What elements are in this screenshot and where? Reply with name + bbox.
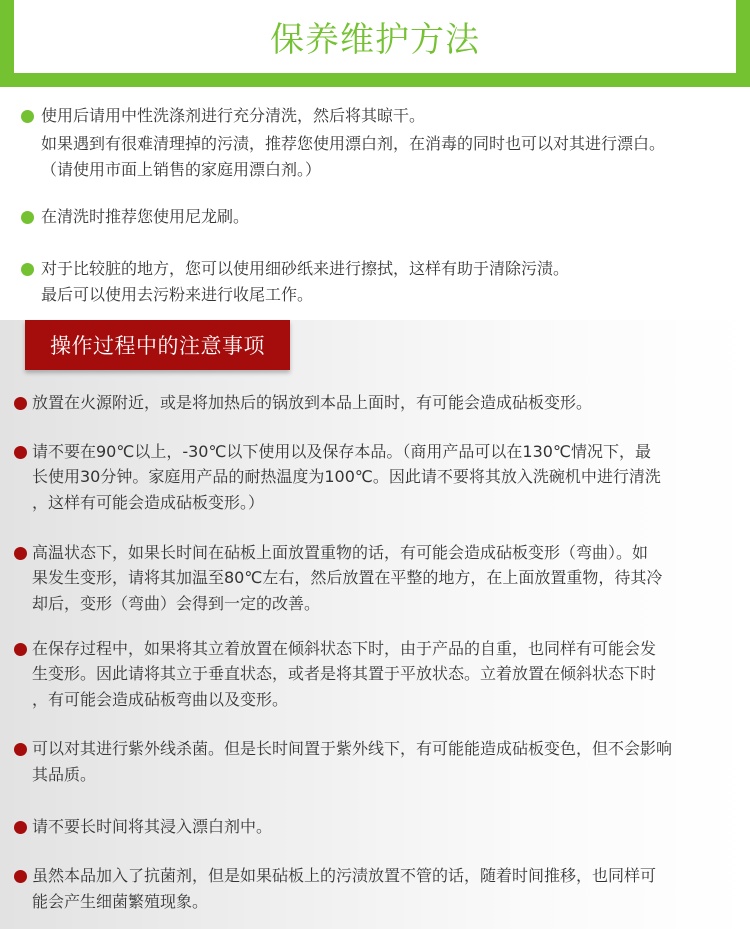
green-bullet-icon [21,110,34,123]
care-item-text: 如果遇到有很难清理掉的污渍，推荐您使用漂白剂，在消毒的同时也可以对其进行漂白。 [41,134,666,153]
care-title: 保养维护方法 [270,20,480,60]
red-bullet-icon [14,446,27,459]
caution-item-text: 能会产生细菌繁殖现象。 [32,892,209,911]
care-section [0,0,750,320]
caution-item-text: 请不要在90℃以上，-30℃以下使用以及保存本品。（商用产品可以在130℃情况下，最 [32,442,651,461]
caution-item-text: 果发生变形，请将其加温至80℃左右，然后放置在平整的地方，在上面放置重物，待其冷 [32,568,663,587]
care-item-text: 使用后请用中性洗涤剂进行充分清洗，然后将其晾干。 [41,106,426,125]
caution-item-text: 虽然本品加入了抗菌剂，但是如果砧板上的污渍放置不管的话，随着时间推移，也同样可 [32,866,657,885]
green-bullet-icon [21,263,34,276]
caution-item-text: 长使用30分钟。家庭用产品的耐热温度为100℃。因此请不要将其放入洗碗机中进行清洗 [32,467,661,486]
caution-item-text: 请不要长时间将其浸入漂白剂中。 [32,817,273,836]
red-bullet-icon [14,743,27,756]
care-item-text: 对于比较脏的地方，您可以使用细砂纸来进行擦拭，这样有助于清除污渍。 [41,259,570,278]
caution-item-text: 在保存过程中，如果将其立着放置在倾斜状态下时，由于产品的自重，也同样有可能会发 [32,639,657,658]
care-title-banner [0,0,750,87]
care-item-text: 在清洗时推荐您使用尼龙刷。 [41,207,250,226]
red-bullet-icon [14,643,27,656]
care-item-text: 最后可以使用去污粉来进行收尾工作。 [41,285,314,304]
caution-item-text: 高温状态下，如果长时间在砧板上面放置重物的话，有可能会造成砧板变形（弯曲）。如 [32,543,649,562]
red-bullet-icon [14,870,27,883]
care-title-box [14,0,736,73]
red-bullet-icon [14,397,27,410]
caution-item-text: 生变形。因此请将其立于垂直状态，或者是将其置于平放状态。立着放置在倾斜状态下时 [32,664,657,683]
red-bullet-icon [14,821,27,834]
red-bullet-icon [14,547,27,560]
caution-item-text: 可以对其进行紫外线杀菌。但是长时间置于紫外线下，有可能能造成砧板变色，但不会影响 [32,739,673,758]
caution-item-text: ，这样有可能会造成砧板变形。） [32,493,265,512]
caution-title: 操作过程中的注意事项 [50,334,265,358]
caution-item-text: 却后，变形（弯曲）会得到一定的改善。 [32,594,321,613]
caution-title-banner [25,320,290,370]
caution-item-text: 放置在火源附近，或是将加热后的锅放到本品上面时，有可能会造成砧板变形。 [32,393,593,412]
care-item-text: （请使用市面上销售的家庭用漂白剂。） [41,160,322,179]
caution-item-text: 其品质。 [32,765,97,784]
green-bullet-icon [21,211,34,224]
caution-item-text: ，有可能会造成砧板弯曲以及变形。 [32,690,289,709]
caution-section [0,320,750,929]
